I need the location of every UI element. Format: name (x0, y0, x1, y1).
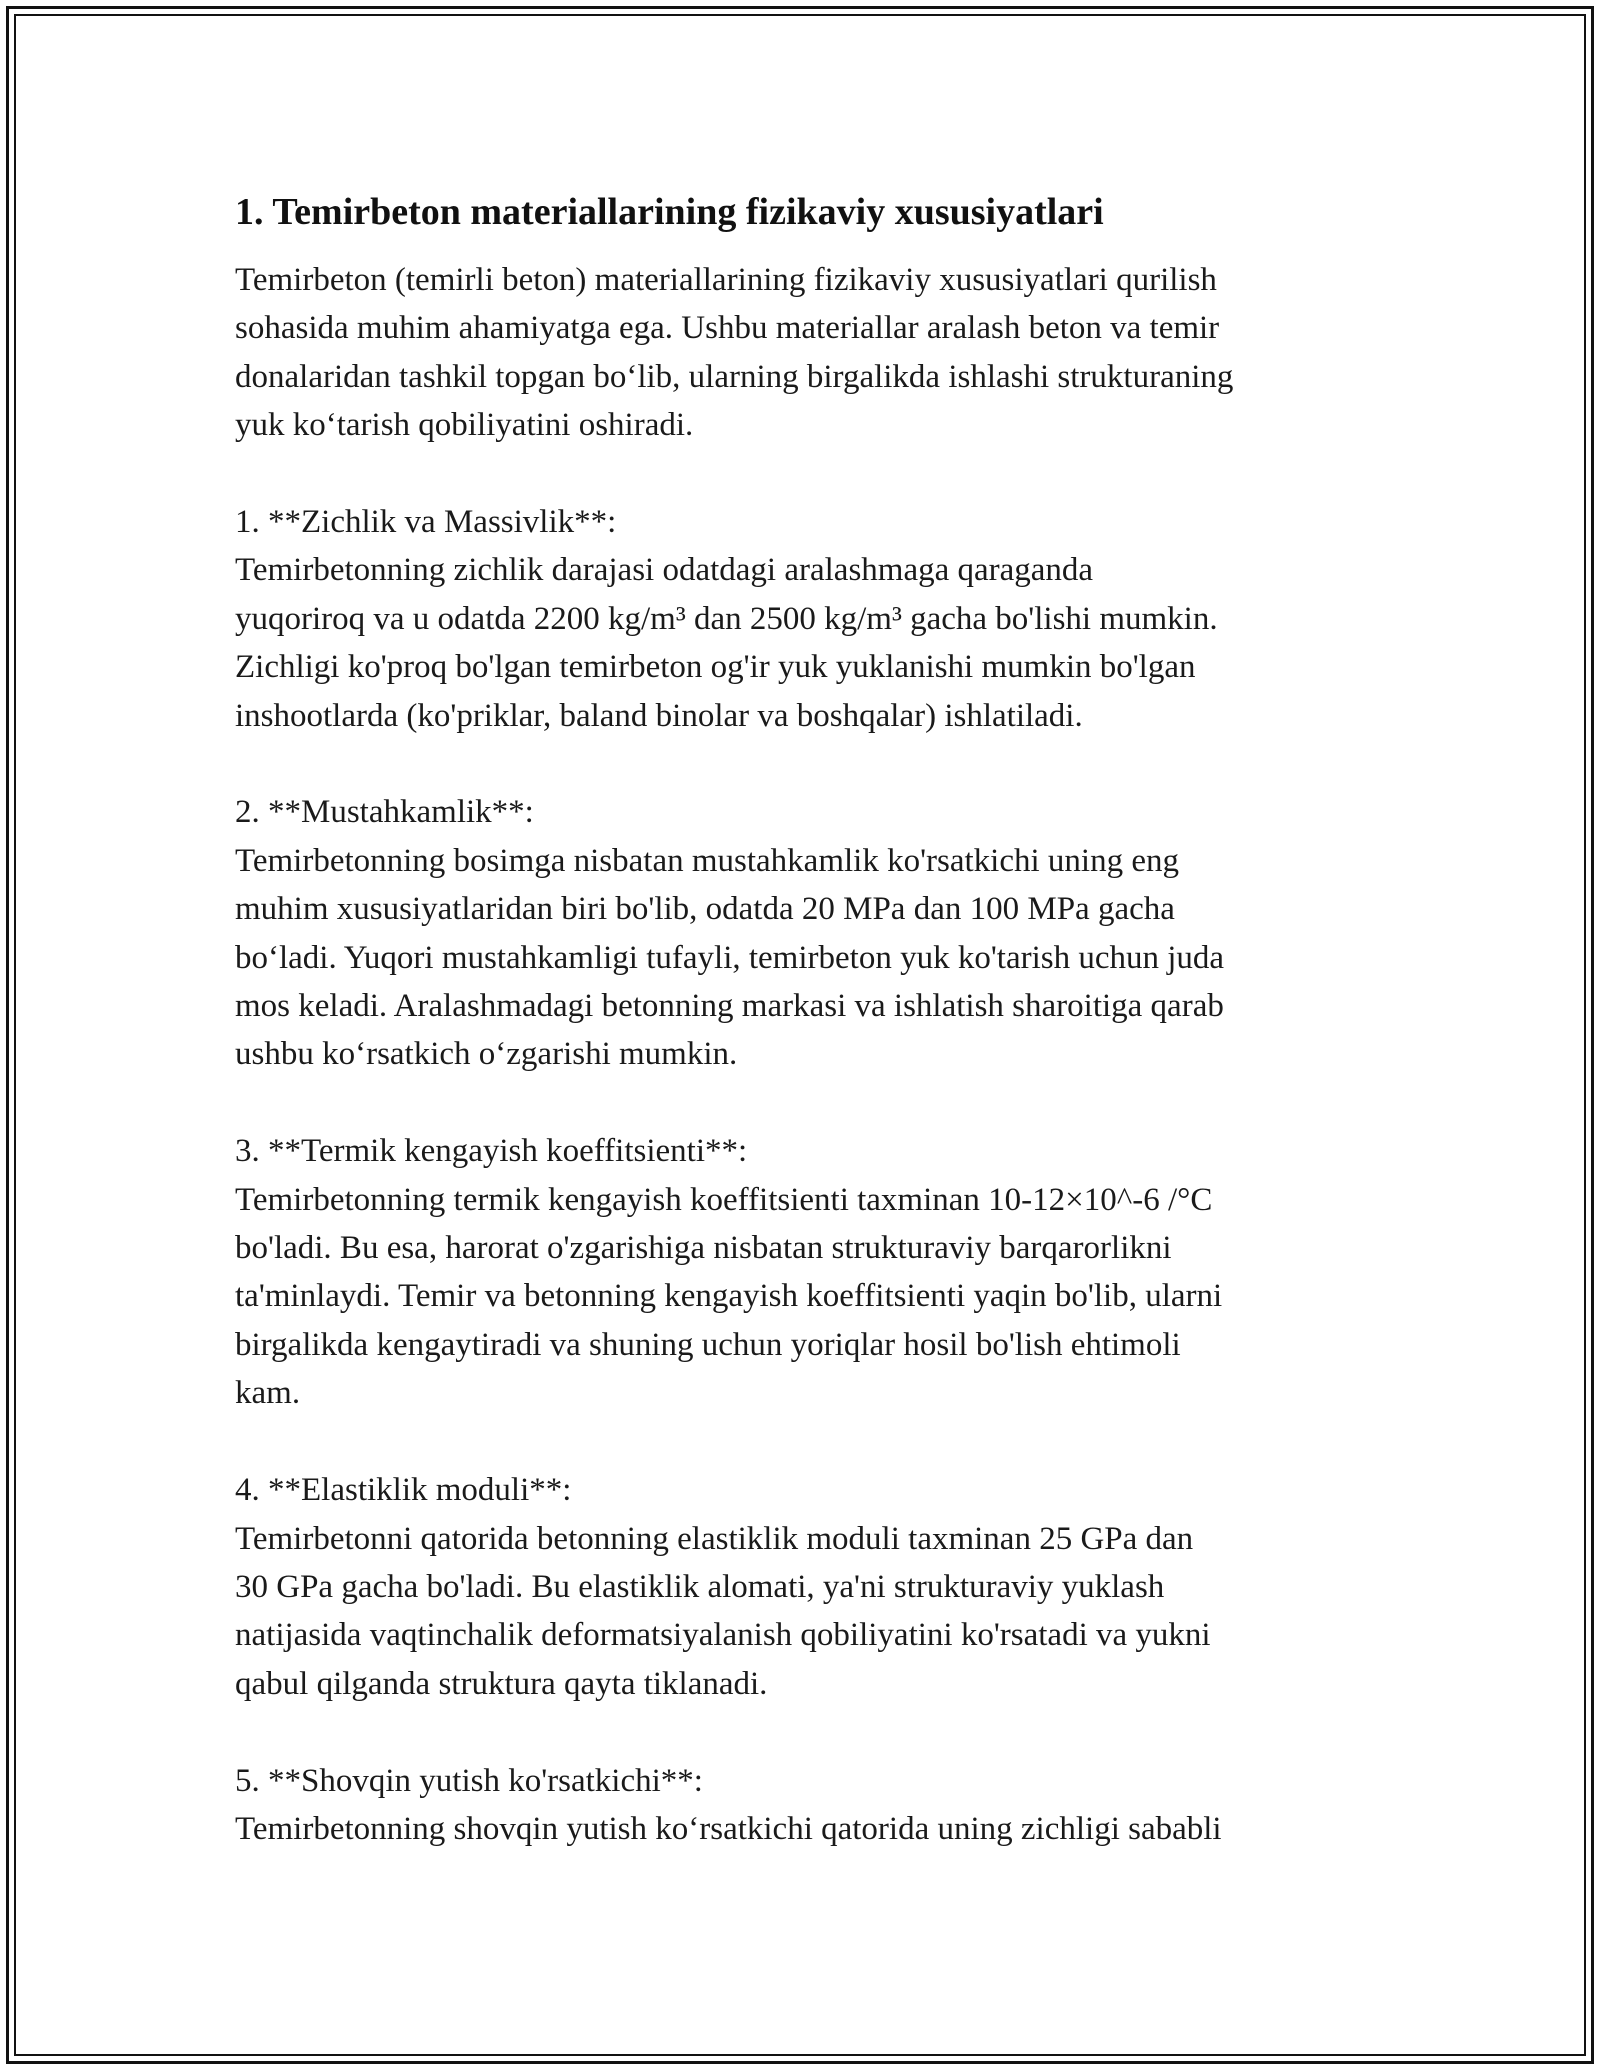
section-body: Temirbetonning zichlik darajasi odatdagi aralashmaga qaraganda yuqoriroq va u odatda 2200 kg/m³ dan 2500 kg/m³ gacha bo'lishi mumkin. Zichligi ko'proq bo'lgan temirbeton og'ir yuk yuklanishi mumkin bo'lgan inshootlarda (ko'priklar, baland binolar va boshqalar) ishlatiladi. (235, 552, 1218, 734)
section-elastiklik-moduli (235, 1466, 1375, 1708)
paragraph-gap (235, 450, 1375, 498)
intro-paragraph: Temirbeton (temirli beton) materiallarining fizikaviy xususiyatlari qurilish sohasida muhim ahamiyatga ega. Ushbu materiallar aralash beton va temir donalaridan tashkil topgan bo‘lib, ularning birgalikda ishlashi strukturaning yuk ko‘tarish qobiliyatini oshiradi. (235, 262, 1234, 444)
section-heading: 2. **Mustahkamlik**: (235, 794, 534, 831)
section-heading: 1. **Zichlik va Massivlik**: (235, 504, 617, 541)
document-title: 1. Temirbeton materiallarining fizikaviy xususiyatlari (235, 191, 1104, 233)
section-heading: 3. **Termik kengayish koeffitsienti**: (235, 1133, 748, 1170)
section-body: Temirbetonni qatorida betonning elastiklik moduli taxminan 25 GPa dan 30 GPa gacha bo'ladi. Bu elastiklik alomati, ya'ni strukturaviy yuklash natijasida vaqtinchalik deformatsiyalanish qobiliyatini ko'rsatadi va yukni qabul qilganda struktura qayta tiklanadi. (235, 1520, 1211, 1702)
section-body: Temirbetonning termik kengayish koeffitsienti taxminan 10-12×10^-6 /°C bo'ladi. Bu esa, harorat o'zgarishiga nisbatan strukturaviy barqarorlikni ta'minlaydi. Temir va betonning kengayish koeffitsienti yaqin bo'lib, ularni birgalikda kengaytiradi va shuning uchun yoriqlar hosil bo'lish ehtimoli kam. (235, 1181, 1223, 1412)
paragraph-gap (235, 1079, 1375, 1127)
section-termik-kengayish (235, 1127, 1375, 1417)
section-shovqin-yutish (235, 1757, 1375, 1854)
paragraph-gap (235, 1708, 1375, 1756)
paragraph-gap (235, 1418, 1375, 1466)
section-heading: 5. **Shovqin yutish ko'rsatkichi**: (235, 1762, 703, 1799)
section-body: Temirbetonning bosimga nisbatan mustahkamlik ko'rsatkichi uning eng muhim xususiyatlaridan biri bo'lib, odatda 20 MPa dan 100 MPa gacha bo‘ladi. Yuqori mustahkamligi tufayli, temirbeton yuk ko'tarish uchun juda mos keladi. Aralashmadagi betonning markasi va ishlatish sharoitiga qarab ushbu ko‘rsatkich o‘zgarishi mumkin. (235, 842, 1225, 1073)
section-body: Temirbetonning shovqin yutish ko‘rsatkichi qatorida uning zichligi sababli (235, 1810, 1222, 1847)
paragraph-gap (235, 740, 1375, 788)
document-body (235, 186, 1375, 1853)
section-mustahkamlik (235, 788, 1375, 1078)
section-heading: 4. **Elastiklik moduli**: (235, 1472, 572, 1509)
section-zichlik (235, 498, 1375, 740)
